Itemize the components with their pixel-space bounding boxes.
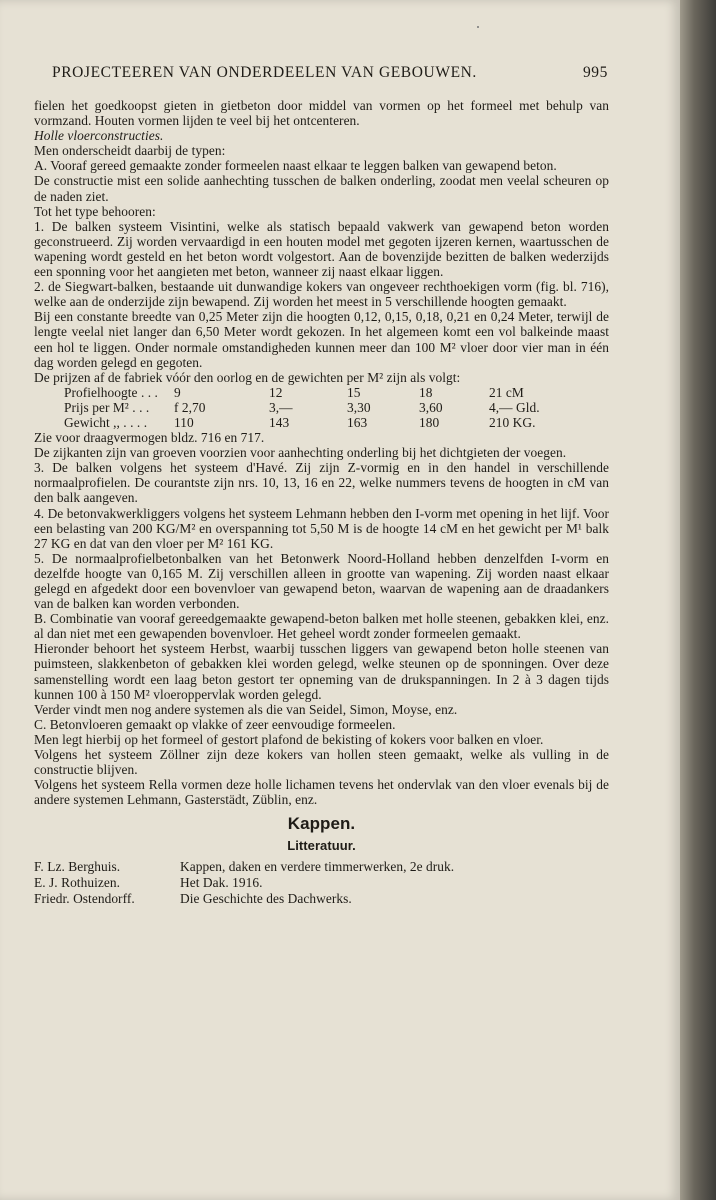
paragraph: Men legt hierbij op het formeel of gestort plafond de bekisting of kokers voor balken en vloer. — [34, 731, 544, 747]
section-title: Kappen. — [287, 814, 356, 834]
table-row: Gewicht ,, . . . . 110 143 163 180 210 KG. — [64, 414, 536, 430]
paragraph: fielen het goedkoopst gieten in gietbeton door middel van vormen op het formeel met behulp van vormzand. Houten vormen lijden te veel bij het ontcenteren. — [34, 98, 609, 129]
reference-title: Kappen, daken en verdere timmerwerken, 2e druk. — [180, 859, 455, 875]
reference-author: E. J. Rothuizen. — [34, 875, 120, 890]
paragraph: 3. De balken volgens het systeem d'Havé. Zij zijn Z-vormig en in den handel in verschillende normaalprofielen. De courantste zijn nrs. 10, 13, 16 en 22, welke nummers tevens de hoogten in cM van den balk aangeven. — [34, 460, 609, 506]
reference-title: Die Geschichte des Dachwerks. — [180, 890, 352, 906]
paragraph: 5. De normaalprofielbetonbalken van het Betonwerk Noord-Holland hebben denzelfden I-vorm en dezelfde hoogte van 0,165 M. Zij verschillen alleen in grootte van wapening. Zij worden naast elkaar gelegd en afgedekt door een bovenvloer van gewapend beton, waarvan de wapening aan de draadankers van de balken kan worden verbonden. — [34, 550, 609, 612]
paragraph: Zie voor draagvermogen bldz. 716 en 717. — [34, 430, 265, 446]
table-row: Prijs per M² . . . f 2,70 3,— 3,30 3,60 4,— Gld. — [64, 399, 540, 415]
reference-author: F. Lz. Berghuis. — [34, 859, 121, 875]
paragraph: 2. de Siegwart-balken, bestaande uit dunwandige kokers van ongeveer rechthoekigen vorm (fig. bl. 716), welke aan de onderzijde zijn bewapend. Zij worden het meest in 5 verschillende hoogten gemaakt. — [34, 279, 609, 310]
subheading: Holle vloerconstructies. — [34, 128, 164, 144]
section-subtitle: Litteratuur. — [287, 838, 356, 854]
paragraph: De zijkanten zijn van groeven voorzien voor aanhechting onderling bij het dichtgieten der voegen. — [34, 445, 567, 461]
paragraph: Verder vindt men nog andere systemen als die van Seidel, Simon, Moyse, enz. — [34, 701, 458, 717]
table-row: Profielhoogte . . . 9 12 15 18 21 cM — [64, 384, 524, 400]
paragraph: Tot het type behooren: — [34, 203, 156, 219]
paragraph: A. Vooraf gereed gemaakte zonder formeelen naast elkaar te leggen balken van gewapend beton. — [34, 158, 557, 174]
paragraph: Bij een constante breedte van 0,25 Meter zijn die hoogten 0,12, 0,15, 0,18, 0,21 en 0,24 Meter, terwijl de lengte veelal niet langer dan 6,50 Meter wordt gekozen. In het algemeen komt een vol balkeinde maast een hol te liggen. Onder normale omstandigheden kunnen meer dan 100 M² vloer door vier man in één dag worden gelegd en gegoten. — [34, 309, 609, 370]
reference-author: Friedr. Ostendorff. — [34, 890, 135, 906]
page-number: 995 — [582, 64, 608, 81]
body-text — [34, 98, 609, 906]
running-header — [52, 64, 608, 82]
paragraph: Men onderscheidt daarbij de typen: — [34, 143, 226, 159]
running-title: PROJECTEEREN VAN ONDERDEELEN VAN GEBOUWEN. — [52, 64, 477, 81]
paragraph: Volgens het systeem Rella vormen deze holle lichamen tevens het ondervlak van den vloer evenals bij de andere systemen Lehmann, Gasterstädt, Züblin, enz. — [34, 777, 609, 808]
reference-list — [34, 859, 609, 906]
paragraph: C. Betonvloeren gemaakt op vlakke of zeer eenvoudige formeelen. — [34, 716, 396, 732]
paragraph: 1. De balken systeem Visintini, welke als statisch bepaald vakwerk van gewapend beton worden geconstrueerd. Zij worden vervaardigd in een houten model met gegoten ijzeren kernen, waartusschen de wapening wordt gesteld en het beton wordt volgestort. Aan de bovenzijde bezitten de balken wederzijds een sponning voor het aangieten met beton, wanneer zij naast elkaar liggen. — [34, 218, 609, 280]
price-table — [64, 385, 569, 430]
page-edge — [680, 0, 716, 1200]
paragraph: De constructie mist een solide aanhechting tusschen de balken onderling, zoodat men veelal scheuren op de naden ziet. — [34, 173, 609, 204]
paragraph: De prijzen af de fabriek vóór den oorlog en de gewichten per M² zijn als volgt: — [34, 369, 461, 385]
speck — [477, 26, 479, 28]
paragraph: 4. De betonvakwerkliggers volgens het systeem Lehmann hebben den I-vorm met opening in het lijf. Voor een belasting van 200 KG/M² en overspanning tot 5,50 M is de hoogte 14 cM en het gewicht per M¹ balk 27 KG en dat van den vloer per M² 161 KG. — [34, 505, 609, 551]
paragraph: Hieronder behoort het systeem Herbst, waarbij tusschen liggers van gewapend beton holle steenen van puimsteen, slakkenbeton of gebakken klei worden gelegd, welke steunen op de sponningen. Over deze samenstelling wordt een laag beton gestort ter opneming van de drukspanningen. In 2 à 3 dagen tijds kunnen 100 à 150 M² vloeroppervlak worden gelegd. — [34, 641, 609, 702]
paragraph: Volgens het systeem Zöllner zijn deze kokers van hollen steen gemaakt, welke als vulling in de constructie blijven. — [34, 747, 609, 778]
paragraph: B. Combinatie van vooraf gereedgemaakte gewapend-beton balken met holle steenen, gebakken klei, enz. al dan niet met een gewapenden bovenvloer. Het geheel wordt zonder formeelen gemaakt. — [34, 611, 609, 642]
reference-title: Het Dak. 1916. — [180, 875, 263, 890]
